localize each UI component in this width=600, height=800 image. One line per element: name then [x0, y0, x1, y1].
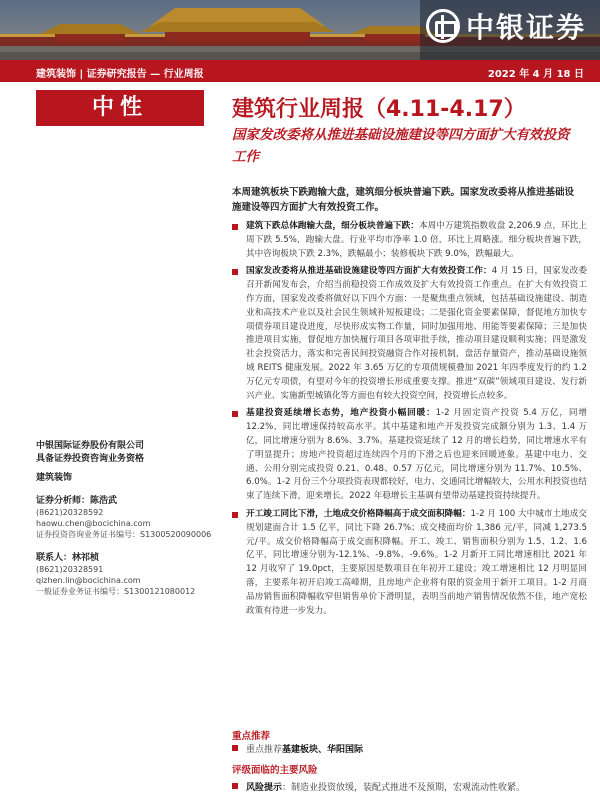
report-summary: 本周建筑板块下跌跑输大盘，建筑细分板块普遍下跌。国家发改委将从推进基础设施建设等四方面扩大有效投资工作。: [232, 187, 575, 213]
report-breadcrumb: 建筑装饰 | 证券研究报告 — 行业周报: [36, 69, 204, 80]
bullet-text: 本周中万建筑指数收盘 2,206.9 点，环比上周下跌 5.5%，跑输大盘。行业平均市净率 1.0 倍，环比上周略涨。细分板块普遍下跌，其中咨询板块下跌 2.3%，跌幅最小；装修板块下跌 9.0%，跌幅最大。: [246, 221, 587, 259]
contact-name: 联系人：林祁桢: [36, 553, 100, 563]
bullet-text: 1-2 月 100 大中城市土地成交规划建面合计 1.5 亿平，同比下降 26.7%；成交楼面均价 1,386 元/平，同减 1,273.5 元/平。成交价格降幅高于成交面积降幅。开工、竣工、销售面积分别为 1.5、1.2、1.6 亿平，同比增速分别为-12.1%、-9.8%、-9.6%。1-2 月新开工同比增速相比 2021 年 12 月收窄了 19.0pct，主要原因是数项目在年初开工建设；竣工增速相比 12 月明显回落，主要系年初开启竣工高峰期，且房地产企业将有限的资金用于新开工项目。1-2 月商品房销售面积降幅收窄但销售单价下滑明显，表明当前地产销售情况依然不佳，地产宽松政策有待进一步发力。: [246, 508, 587, 616]
contact-phone: (8621)20328591: [36, 565, 104, 574]
bullet-lead: 建筑下跌总体跑输大盘，细分板块普遍下跌：: [246, 221, 419, 231]
contact-cert: 一般证券业务证书编号：S1300121080012: [36, 587, 196, 596]
recommend-targets: 基建板块、华阳国际: [282, 745, 364, 755]
analyst-email: haowu.chen@bocichina.com: [36, 519, 151, 528]
bullet-list: [232, 220, 587, 622]
bullet-item: [232, 265, 587, 403]
bullet-lead: 国家发改委将从推进基础设施建设等四方面扩大有效投资工作：: [246, 266, 492, 277]
analyst-phone: (8621)20328592: [36, 508, 104, 517]
bank-logo-icon: [426, 9, 460, 43]
header-banner: [0, 0, 600, 60]
bullet-lead: 基建投资延续增长态势，地产投资小幅回暖：: [246, 408, 436, 419]
firm-name: 中银国际证券股份有限公司: [36, 441, 145, 451]
bullet-item: [232, 508, 587, 618]
company-logo: [426, 6, 586, 46]
firm-qualification: 具备证券投资咨询业务资格: [36, 454, 145, 464]
risk-lead: 风险提示: [246, 783, 283, 793]
analyst-name: 证券分析师：陈浩武: [36, 496, 118, 506]
recommend-heading: 重点推荐: [232, 731, 271, 742]
recommend-lead: 重点推荐: [246, 745, 283, 755]
analyst-block: [36, 495, 221, 540]
rating-badge: 中性: [36, 90, 204, 126]
bullet-square-icon: [232, 224, 238, 230]
bullet-square-icon: [232, 269, 238, 275]
bullet-square-icon: [232, 512, 238, 518]
risk-text: ：制造业投资放缓，装配式推进不及预期，宏观流动性收紧。: [282, 783, 526, 793]
report-subtitle: 国家发改委将从推进基础设施建设等四方面扩大有效投资工作: [232, 127, 570, 165]
info-bar: [0, 60, 600, 82]
recommend-item: [232, 742, 363, 755]
contact-email: qizhen.lin@bocichina.com: [36, 576, 141, 585]
risk-item: [232, 780, 587, 793]
bullet-square-icon: [232, 783, 238, 789]
bullet-square-icon: [232, 411, 238, 417]
analyst-cert: 证券投资咨询业务证书编号：S1300520090006: [36, 530, 212, 539]
bullet-text: 4 月 15 日，国家发改委召开新闻发布会，介绍当前稳投资工作成效及扩大有效投资工作重点。在扩大有效投资工作方面，国家发改委将做好以下四个方面：一是聚焦重点领域，包括基础设施建设、制造业和高技术产业以及社会民生领域补短板建设；二是强化资金要素保障，督促地方加快专项债券项目建设进度，尽快形成实物工作量，同时加强用地、用能等要素保障；三是加快推进项目实施，督促地方加快履行项目各项审批手续，推动项目建设顺利实施；四是激发社会投资活力，落实和完善民间投资融资合作对接机制，盘活存量资产，推动基础设施领域 REITS 健康发展。2022 年 3.65 万亿的专项债规模叠加 2021 年四季度发行的约 1.2 万亿元专项债，有望对今年的投资增长形成重要支撑。推进“双碳”领域项目建设、发行新兴产业、实施新型城镇化等方面也有较大投资空间，投资增长点较多。: [246, 266, 587, 401]
logo-text: 中银证券: [465, 11, 586, 44]
bullet-lead: 开工竣工同比下滑，土地成交价格降幅高于成交面积降幅：: [246, 508, 471, 519]
bullet-square-icon: [232, 745, 238, 751]
report-title: 建筑行业周报（4.11-4.17）: [232, 97, 526, 122]
risk-heading: 评级面临的主要风险: [232, 765, 318, 776]
left-sidebar: [36, 440, 221, 597]
bullet-text: 1-2 月固定资产投资 5.4 万亿，同增 12.2%，同比增速保持较高水平。其中基建和地产开发投资完成额分别为 1.3、1.4 万亿，同比增速分别为 8.6%、3.7%。基建投资延续了 12 月的增长趋势，同比增速水平有了明显提升；房地产投资超过连续四个月的下滑之后也迎来回暖迹象。基建中电力、交通、公用分别完成投资 0.21、0.48、0.57 万亿元，同比增速分别为 11.7%、10.5%、6.0%。1-2 月份三个分项投资表现都较好，电力、交通同比增幅较大，公用水利投资也结束了连续下滑，迎来增长。2022 年稳增长主基调有望带动基建投资持续提升。: [246, 408, 587, 502]
bullet-item: [232, 407, 587, 504]
report-date: 2022 年 4 月 18 日: [487, 69, 584, 80]
contact-block: [36, 552, 221, 597]
sector-name: 建筑装饰: [36, 473, 73, 483]
bullet-item: [232, 220, 587, 261]
